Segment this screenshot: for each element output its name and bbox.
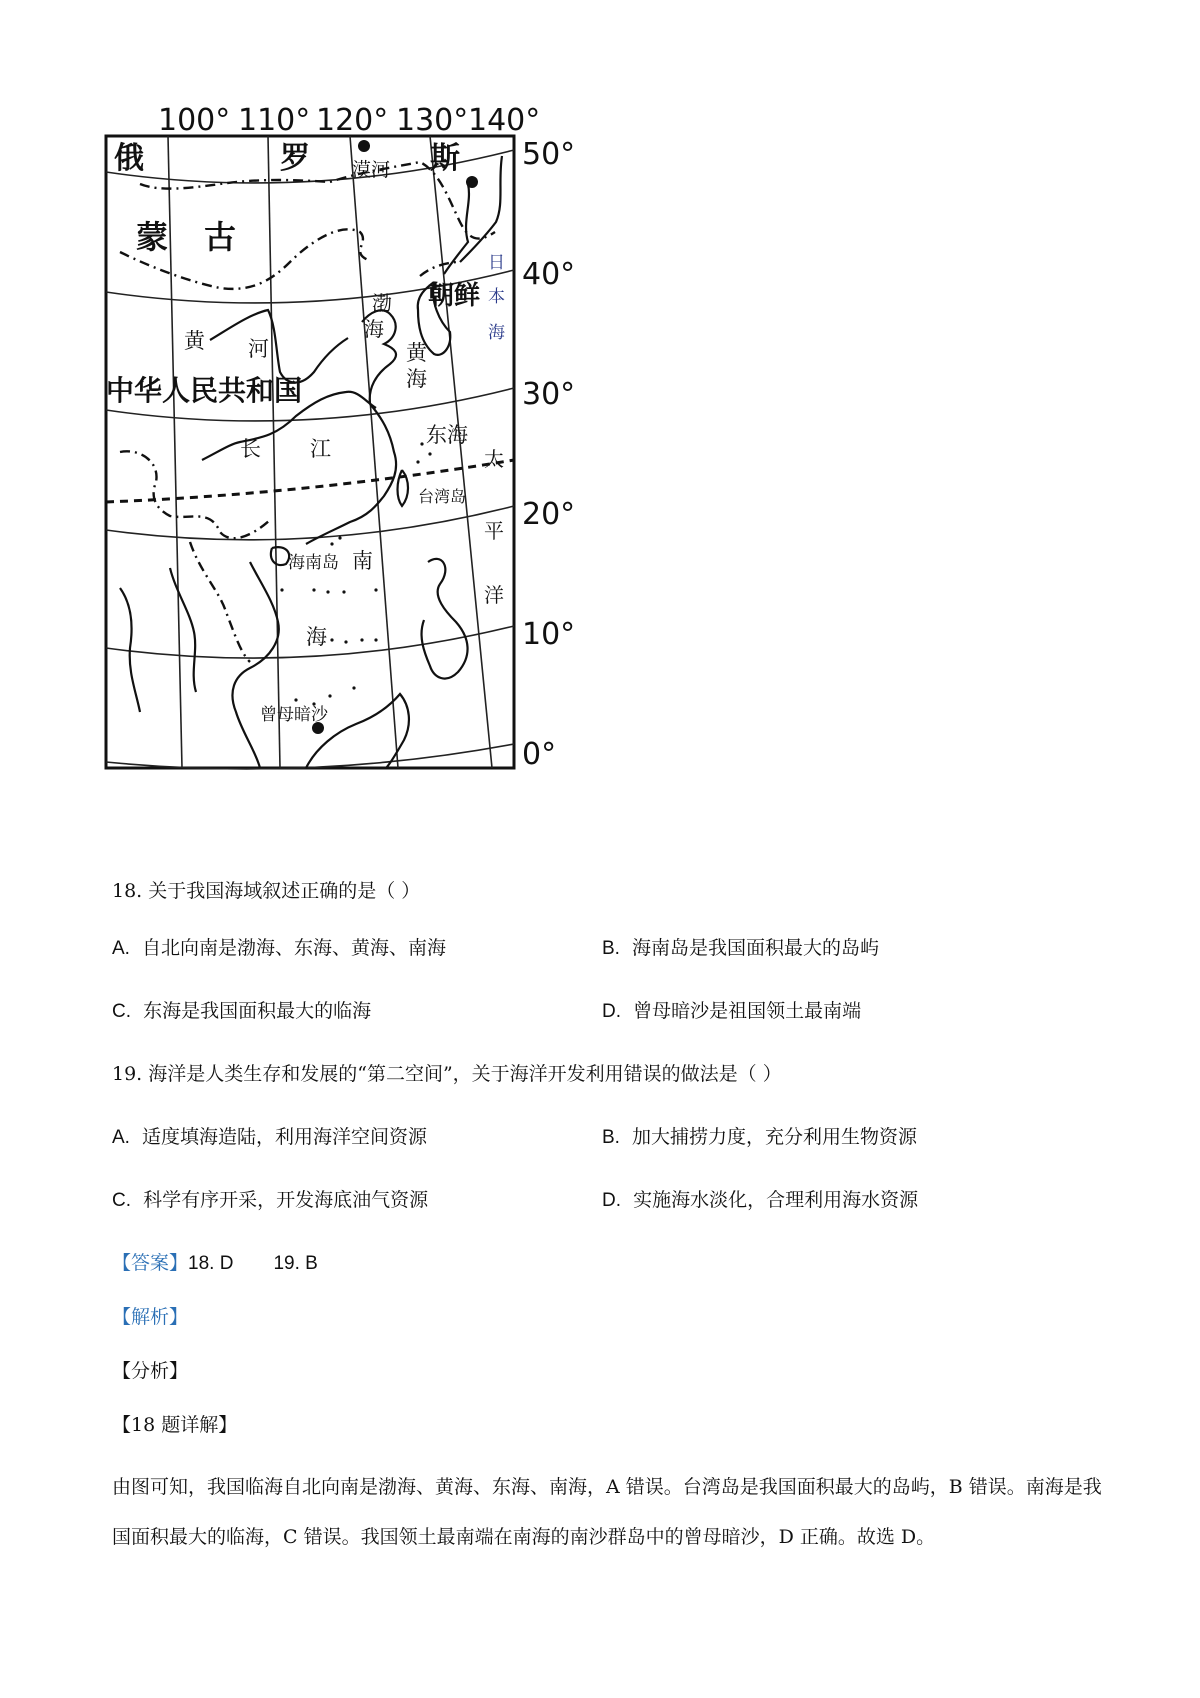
label-yangtze-1: 长 <box>240 437 261 461</box>
parallel-0 <box>106 744 514 769</box>
lat-label-50: 50° <box>522 137 576 172</box>
label-south-sea-1: 南 <box>352 549 373 573</box>
q18-option-c-letter: C. <box>112 1001 131 1022</box>
label-taiwan: 台湾岛 <box>418 487 467 506</box>
lat-label-20: 20° <box>522 497 576 532</box>
q19-option-d-text: 实施海水淡化，合理利用海水资源 <box>633 1189 919 1211</box>
label-east-sea: 东海 <box>426 423 468 447</box>
japan-marker <box>466 176 478 188</box>
label-yellow-sea-1: 黄 <box>406 341 427 365</box>
answer-18: 18. D <box>188 1253 234 1274</box>
meridian-110 <box>268 136 280 768</box>
q19-option-a-letter: A. <box>112 1127 130 1148</box>
q19-option-a <box>112 1124 427 1151</box>
label-mongolia-1: 蒙 <box>136 218 169 256</box>
label-russia-3: 斯 <box>430 141 460 176</box>
coast-indochina <box>232 562 278 768</box>
label-japan-sea-2: 本 <box>488 287 505 307</box>
border-indochina <box>190 542 250 662</box>
q19-stem: 19. 海洋是人类生存和发展的“第二空间”，关于海洋开发利用错误的做法是（ ） <box>112 1063 782 1085</box>
label-mongolia-2: 古 <box>204 218 237 256</box>
lon-label-140: 140° <box>468 103 541 138</box>
answer-tag: 【答案】 <box>112 1252 189 1274</box>
q19-option-b-text: 加大捕捞力度，充分利用生物资源 <box>632 1126 918 1148</box>
label-russia-1: 俄 <box>114 141 144 176</box>
label-pacific-3: 洋 <box>484 583 504 607</box>
lon-label-120: 120° <box>316 103 389 138</box>
q19-option-d-letter: D. <box>602 1190 621 1211</box>
analysis-tag: 【解析】 <box>112 1306 189 1328</box>
map-svg <box>100 92 630 852</box>
coast-philippines <box>422 559 468 679</box>
label-pacific-2: 平 <box>484 519 504 543</box>
q18-option-d-letter: D. <box>602 1001 621 1022</box>
label-south-sea-2: 海 <box>306 625 327 649</box>
lat-labels <box>522 137 575 772</box>
yellow-river <box>210 310 348 383</box>
q19-option-b-letter: B. <box>602 1127 620 1148</box>
meridian-100 <box>168 136 182 768</box>
q19-option-a-text: 适度填海造陆，利用海洋空间资源 <box>142 1126 428 1148</box>
answer-19: 19. B <box>273 1253 318 1274</box>
label-yellow-river-2: 河 <box>248 337 269 361</box>
answer-line <box>112 1250 318 1277</box>
parallel-20 <box>106 506 514 540</box>
q19-option-c-text: 科学有序开采，开发海底油气资源 <box>143 1189 429 1211</box>
hainan-outline <box>271 547 289 565</box>
label-prc: 中华人民共和国 <box>106 374 303 407</box>
q18-option-a <box>112 935 446 962</box>
label-hainan: 海南岛 <box>288 553 339 573</box>
q19-option-d <box>602 1187 918 1214</box>
q18-option-d <box>602 998 861 1025</box>
river-mekong <box>170 568 196 692</box>
label-russia-2: 罗 <box>280 141 310 176</box>
lon-labels <box>158 103 540 138</box>
q18-option-a-text: 自北向南是渤海、东海、黄海、南海 <box>142 937 447 959</box>
island-dots <box>280 442 431 705</box>
meridian-130 <box>430 136 492 768</box>
q19-option-b <box>602 1124 917 1151</box>
label-mohe: 漠河 <box>352 159 391 181</box>
q18-option-d-text: 曾母暗沙是祖国领土最南端 <box>633 1000 862 1022</box>
label-pacific-1: 太 <box>484 447 504 471</box>
q18-option-c-text: 东海是我国面积最大的临海 <box>143 1000 372 1022</box>
label-bohai-2: 海 <box>364 317 384 341</box>
coast-sakhalin <box>444 184 469 274</box>
coast-east <box>306 404 396 544</box>
fenxi-tag: 【分析】 <box>112 1360 189 1382</box>
lat-label-0: 0° <box>522 737 557 772</box>
label-yellow-river-1: 黄 <box>184 329 205 353</box>
q18-option-a-letter: A. <box>112 938 130 959</box>
label-yellow-sea-2: 海 <box>406 367 427 391</box>
q18-option-b-text: 海南岛是我国面积最大的岛屿 <box>632 937 880 959</box>
china-seas-map <box>100 92 630 852</box>
q19-option-c <box>112 1187 428 1214</box>
detail-18-tag: 【18 题详解】 <box>112 1414 238 1436</box>
label-yangtze-2: 江 <box>310 437 331 461</box>
mohe-marker <box>358 140 370 152</box>
label-japan-sea-3: 海 <box>488 323 505 343</box>
meridian-120 <box>350 136 398 768</box>
detail-18-text: 由图可知，我国临海自北向南是渤海、黄海、东海、南海，A 错误。台湾岛是我国面积最大的岛屿，B 错误。南海是我国面积最大的临海，C 错误。我国领土最南端在南海的南沙群岛中的曾母暗沙，D 正确。故选 D。 <box>112 1476 1102 1548</box>
lat-label-10: 10° <box>522 617 576 652</box>
lon-label-100: 100° <box>158 103 231 138</box>
q18-option-b-letter: B. <box>602 938 620 959</box>
coastlines <box>120 156 502 768</box>
label-korea: 朝鲜 <box>428 281 481 311</box>
lon-label-110: 110° <box>238 103 311 138</box>
lat-label-30: 30° <box>522 377 576 412</box>
lon-label-130: 130° <box>396 103 469 138</box>
q19-option-c-letter: C. <box>112 1190 131 1211</box>
label-bohai-1: 渤 <box>372 291 392 315</box>
label-zengmu: 曾母暗沙 <box>260 705 328 725</box>
coast-japan-north <box>460 156 502 262</box>
q18-option-b <box>602 935 879 962</box>
label-japan-sea-1: 日 <box>488 253 505 273</box>
q18-stem: 18. 关于我国海域叙述正确的是（ ） <box>112 880 421 902</box>
q18-option-c <box>112 998 371 1025</box>
lat-label-40: 40° <box>522 257 576 292</box>
